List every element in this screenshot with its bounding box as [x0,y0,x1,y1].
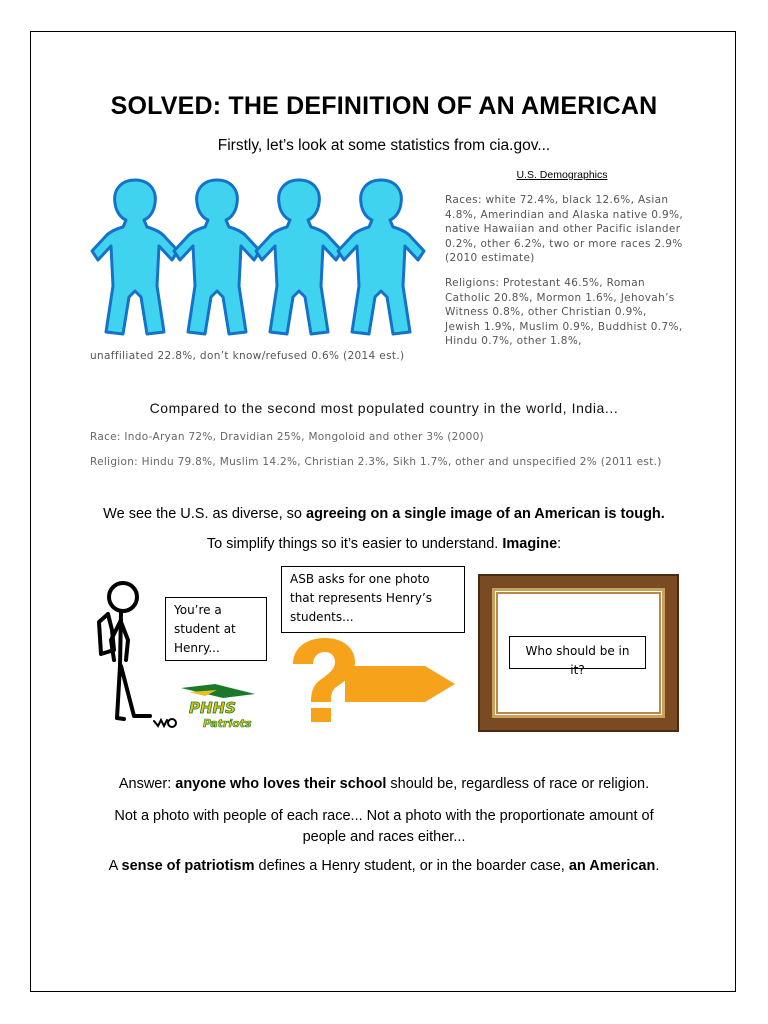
frame-question-box: Who should be in it? [509,636,646,669]
student-speech-box: You’re a student at Henry... [165,597,267,661]
patriotism-p3: . [655,858,660,874]
us-religions-stats-tail: unaffiliated 22.8%, don’t know/refused 0.6% (2014 est.) [90,350,405,362]
intro-line [0,137,768,155]
person-figure-2 [174,180,260,334]
simplify-line [0,536,768,552]
intro-lead: Firstly, [217,137,263,154]
diverse-bold: agreeing on a single image of an American is tough. [306,506,665,522]
logo-patriots-text: Patriots [203,717,252,730]
answer-plain-1: Answer: [118,776,176,792]
asb-speech-box: ASB asks for one photo that represents Henry’s students... [281,566,465,633]
people-chain-illustration [88,172,436,338]
us-races-stats: Races: white 72.4%, black 12.6%, Asian 4.8%, Amerindian and Alaska native 0.9%, native Hawaiian and other Pacific islander 0.2%, other 6.2%, two or more races 2.9% (2010 estimate) [445,194,684,265]
simplify-end: : [557,536,562,552]
india-religion-stats: Religion: Hindu 79.8%, Muslim 14.2%, Christian 2.3%, Sikh 1.7%, other and unspecified 2% (2011 est.) [90,456,662,468]
patriotism-b1: sense of patriotism [121,858,255,874]
india-race-stats: Race: Indo-Aryan 72%, Dravidian 25%, Mongoloid and other 3% (2000) [90,431,484,443]
answer-bold: anyone who loves their school [175,776,387,792]
logo-phhs-text: PHHS [189,699,236,717]
simplify-bold: Imagine [502,536,558,552]
us-demographics-heading: U.S. Demographics [516,169,608,181]
person-figure-1 [92,180,178,334]
person-figure-3 [256,180,342,334]
simplify-plain: To simplify things so it’s easier to understand. [206,536,503,552]
diverse-plain: We see the U.S. as diverse, so [103,506,306,522]
intro-rest: let’s look at some statistics from cia.gov... [262,137,551,154]
patriotism-b2: an American [568,858,656,874]
us-religions-stats: Religions: Protestant 46.5%, Roman Catholic 20.8%, Mormon 1.6%, Jehovah’s Witness 0.8%, other Christian 0.9%, Jewish 1.9%, Muslim 0.9%, Buddhist 0.7%, Hindu 0.7%, other 1.8%, [445,277,683,348]
page-title: SOLVED: THE DEFINITION OF AN AMERICAN [110,92,658,120]
not-photo-line-1: Not a photo with people of each race... Not a photo with the proportionate amount of [114,808,654,824]
diverse-line [0,506,768,522]
question-arrow-icon [285,638,460,726]
patriotism-p1: A [108,858,122,874]
not-photo-paragraph [0,806,768,848]
patriotism-line [0,858,768,874]
not-photo-line-2: people and races either... [302,829,466,845]
patriotism-p2: defines a Henry student, or in the boarder case, [254,858,569,874]
india-comparison-heading: Compared to the second most populated country in the world, India... [149,400,619,416]
answer-plain-2: should be, regardless of race or religion. [386,776,650,792]
answer-line [0,776,768,792]
person-figure-4 [338,180,424,334]
phhs-patriots-logo [175,682,259,730]
